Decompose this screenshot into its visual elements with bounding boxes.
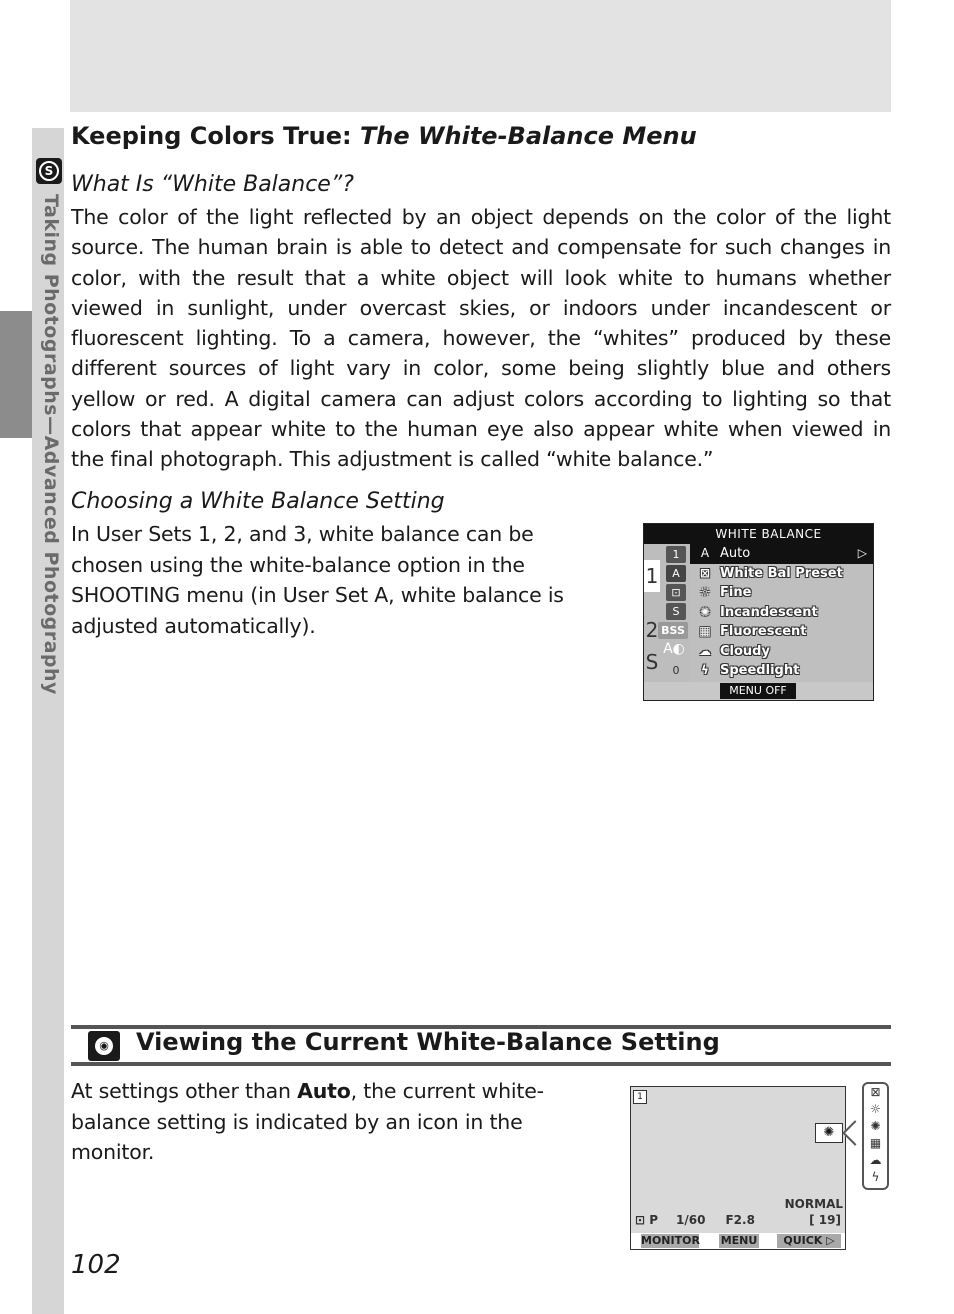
menu-off-button[interactable]: MENU OFF [720,683,796,699]
section-title-what-is: What Is “White Balance”? [71,172,354,197]
menu-button[interactable]: MENU [720,1234,758,1247]
white-balance-icon-legend [862,1082,889,1190]
aperture: F2.8 [725,1213,755,1227]
section-title-choosing: Choosing a White Balance Setting [71,489,445,514]
page-number: 102 [71,1250,121,1280]
menu-side-icon: A◐ [663,641,685,657]
menu-side-icon: ⊡ [666,584,686,601]
flash-icon: ϟ [871,1170,880,1184]
menu-tab-1: 1 [644,560,660,592]
tip-body: At settings other than Auto, the current white-balance setting is indicated by an icon in the monitor. [71,1079,544,1164]
preset-icon: ⊠ [699,565,711,580]
quick-review-button[interactable]: QUICK ▷ [777,1234,841,1248]
exposure-count: [ 19] [809,1213,841,1227]
tip-title: Viewing the Current White-Balance Setting [136,1028,720,1056]
menu-item-incandescent[interactable]: ✺ Incandescent [690,603,873,623]
menu-item-fluorescent[interactable]: ▦ Fluorescent [690,622,873,642]
image-quality: NORMAL [784,1197,843,1211]
cloud-icon: ☁ [699,643,711,658]
menu-side-panel [644,544,690,682]
menu-item-auto[interactable]: A Auto ▷ [690,544,873,564]
menu-list [690,544,873,682]
menu-title: WHITE BALANCE [644,524,873,544]
menu-side-icon: 0 [672,664,680,677]
tip-magnifier-icon: ◉ [88,1031,120,1061]
menu-item-speedlight[interactable]: ϟ Speedlight [690,661,873,681]
shutter-speed: 1/60 [676,1213,706,1227]
menu-side-icon: S [666,603,686,620]
fluorescent-icon: ▦ [869,1136,882,1150]
white-balance-indicator-icon: ✺ [815,1123,843,1143]
menu-side-icon: A [666,565,686,582]
section-body-choosing: In User Sets 1, 2, and 3, white balance can be chosen using the white-balance option in the SHOOTING menu (in User Set A, white balance is adjusted automatically). [71,522,564,638]
fluorescent-icon: ▦ [699,624,711,638]
menu-tab-2: 2 [644,614,660,646]
bulb-icon: ✺ [699,604,711,619]
menu-side-icon: 1 [666,546,686,563]
cloud-icon: ☁ [869,1153,882,1167]
monitor-button-bar [631,1233,845,1249]
monitor-screenshot [630,1086,846,1250]
shooting-icon: S [36,158,62,184]
menu-item-preset[interactable]: ⊠ White Bal Preset [690,564,873,584]
menu-item-cloudy[interactable]: ☁ Cloudy [690,642,873,662]
sun-icon: ☼ [699,585,711,599]
page-title: Keeping Colors True: The White-Balance Menu [71,122,697,150]
chapter-tab-marker [0,311,32,438]
user-set-icon: 1 [633,1090,647,1104]
bulb-icon: ✺ [870,1119,881,1133]
sun-icon: ☼ [870,1102,881,1116]
menu-side-icon: BSS [658,622,688,639]
monitor-display [631,1087,845,1233]
header-band [70,0,891,112]
monitor-button[interactable]: MONITOR [641,1234,700,1247]
preset-icon: ⊠ [870,1085,881,1099]
exposure-mode: ⊡ P 1/60 F2.8 [635,1213,755,1227]
auto-icon: A [700,546,710,560]
flash-icon: ϟ [701,663,709,677]
section-body-what-is: The color of the light reflected by an object depends on the color of the light source. The human brain is able to detect and compensate for such changes in color, with the result that a white object will look white to humans whether viewed in sunlight, under overcast skies, or indoors under incandescent or fluorescent lighting. To a camera, however, the “whites” produced by these different sources of light vary in color, some being slightly blue and others yellow or red. A digital camera can adjust colors according to lighting so that colors that appear white to the human eye also appear white when viewed in the final photograph. This adjustment is called “white balance.” [71,205,891,472]
white-balance-menu-screenshot [643,523,874,701]
tip-rule-bottom [71,1062,891,1066]
arrow-right-icon: ▷ [857,546,867,560]
menu-item-fine[interactable]: ☼ Fine [690,583,873,603]
chapter-title: Taking Photographs—Advanced Photography [40,194,62,695]
menu-footer [644,682,873,700]
menu-tab-s: S [644,646,660,678]
